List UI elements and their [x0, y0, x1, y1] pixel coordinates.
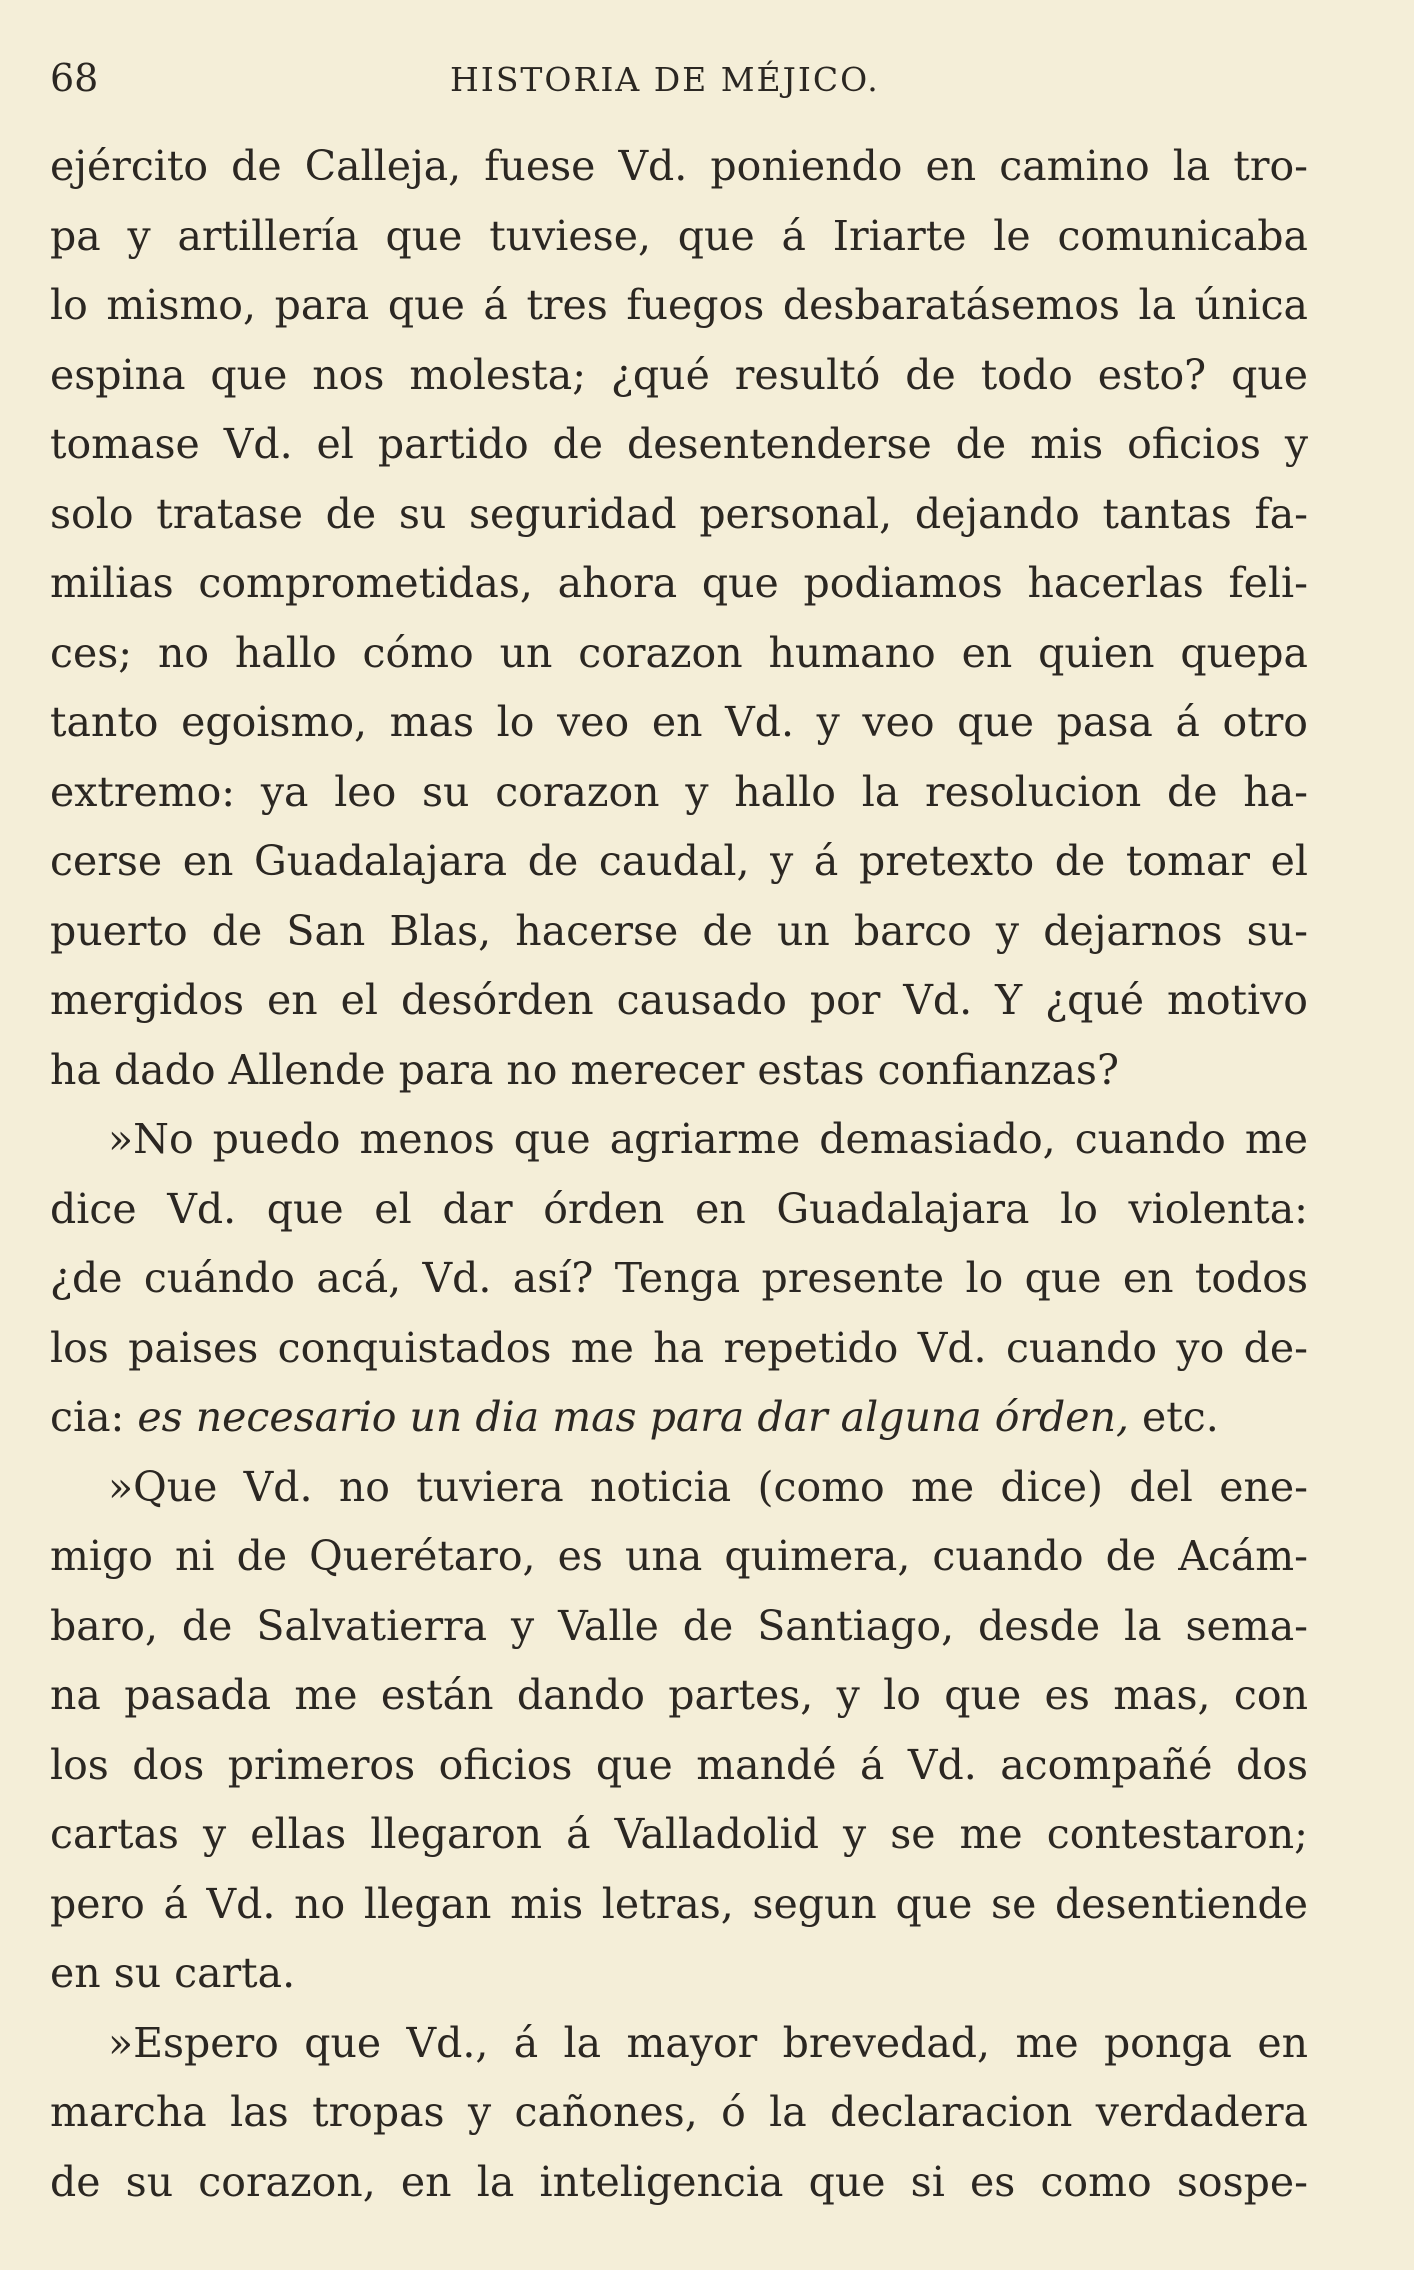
text-line: solo tratase de su seguridad personal, dejando tantas fa-: [50, 489, 1308, 538]
text-line: »Que Vd. no tuviera noticia (como me dice) del ene-: [108, 1462, 1308, 1511]
text-line: baro, de Salvatierra y Valle de Santiago, desde la sema-: [50, 1601, 1308, 1650]
text-line: cartas y ellas llegaron á Valladolid y se me contestaron;: [50, 1810, 1308, 1858]
text-segment: cia:: [50, 1393, 138, 1441]
text-line: tanto egoismo, mas lo veo en Vd. y veo que pasa á otro: [50, 698, 1308, 746]
text-line: mergidos en el desórden causado por Vd. Y ¿qué motivo: [50, 976, 1308, 1024]
text-line: los paises conquistados me ha repetido Vd. cuando yo de-: [50, 1323, 1308, 1372]
text-line: cerse en Guadalajara de caudal, y á pretexto de tomar el: [50, 837, 1308, 885]
text-line: lo mismo, para que á tres fuegos desbaratásemos la única: [50, 281, 1308, 329]
text-line: ¿de cuándo acá, Vd. así? Tenga presente lo que en todos: [50, 1254, 1308, 1302]
text-line: »Espero que Vd., á la mayor brevedad, me ponga en: [108, 2018, 1308, 2067]
italic-text: es necesario un dia mas para dar alguna órden,: [137, 1393, 1130, 1441]
text-line: pero á Vd. no llegan mis letras, segun que se desentiende: [50, 1879, 1308, 1928]
text-line: »No puedo menos que agriarme demasiado, cuando me: [108, 1115, 1308, 1163]
text-line: los dos primeros oficios que mandé á Vd. acompañé dos: [50, 1740, 1308, 1789]
text-line: ces; no hallo cómo un corazon humano en quien quepa: [50, 628, 1308, 677]
text-line: puerto de San Blas, hacerse de un barco y dejarnos su-: [50, 906, 1308, 955]
text-line: tomase Vd. el partido de desentenderse de mis oficios y: [50, 420, 1308, 468]
text-line: ejército de Calleja, fuese Vd. poniendo en camino la tro-: [50, 142, 1308, 190]
text-line: pa y artillería que tuviese, que á Iriarte le comunicaba: [50, 211, 1308, 260]
page-number: 68: [50, 56, 99, 100]
text-line: en su carta.: [50, 1949, 296, 1997]
body-text: [50, 132, 1308, 2217]
text-line: [50, 1383, 1308, 1453]
text-line: extremo: ya leo su corazon y hallo la resolucion de ha-: [50, 767, 1308, 816]
running-title: HISTORIA DE MÉJICO.: [450, 60, 880, 99]
text-line: de su corazon, en la inteligencia que si es como sospe-: [50, 2157, 1308, 2206]
text-line: ha dado Allende para no merecer estas confianzas?: [50, 1045, 1119, 1094]
text-line: espina que nos molesta; ¿qué resultó de todo esto? que: [50, 350, 1308, 399]
text-segment: etc.: [1129, 1393, 1219, 1441]
text-line: migo ni de Querétaro, es una quimera, cuando de Acám-: [50, 1532, 1308, 1580]
text-line: marcha las tropas y cañones, ó la declaracion verdadera: [50, 2088, 1308, 2136]
text-line: na pasada me están dando partes, y lo que es mas, con: [50, 1671, 1308, 1719]
text-line: dice Vd. que el dar órden en Guadalajara lo violenta:: [50, 1184, 1308, 1233]
page-header: [50, 56, 1308, 128]
text-line: milias comprometidas, ahora que podiamos hacerlas feli-: [50, 559, 1308, 607]
